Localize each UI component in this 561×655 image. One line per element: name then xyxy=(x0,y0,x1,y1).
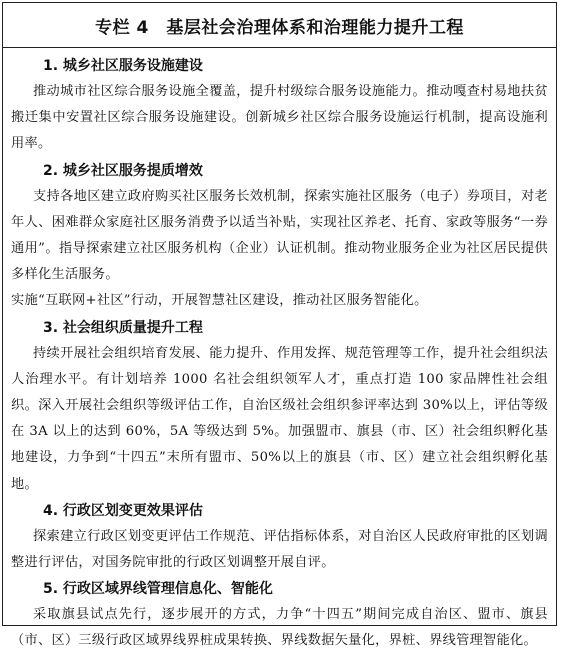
section-paragraph: 探索建立行政区划变更评估工作规范、评估指标体系，对自治区人民政府审批的区划调整进行评估，对国务院审批的行政区划调整开展自评。 xyxy=(11,528,548,571)
column-title: 专栏 4 基层社会治理体系和治理能力提升工程 xyxy=(3,3,556,48)
column-box xyxy=(2,2,557,649)
section-social-organizations xyxy=(11,315,548,498)
section-boundary-management xyxy=(11,576,548,654)
section-paragraph: 持续开展社会组织培育发展、能力提升、作用发挥、规范管理等工作，提升社会组织法人治理水平。有计划培养 1000 名社会组织领军人才，重点打造 100 家品牌性社会组织。深入开展社会组织等级评估工作，自治区级社会组织参评率达到 30%以上，评估等级在 3A 以上的达到 60%，5A 等级达到 5%。加强盟市、旗县（市、区）社会组织孵化基地建设，力争到“十四五”末所有盟市、50%以上的旗县（市、区）建立社会组织孵化基地。 xyxy=(11,345,548,492)
section-community-facilities xyxy=(11,53,548,158)
section-heading: 2. 城乡社区服务提质增效 xyxy=(43,162,203,179)
section-heading: 1. 城乡社区服务设施建设 xyxy=(43,58,203,74)
section-heading: 5. 行政区域界线管理信息化、智能化 xyxy=(43,581,273,598)
section-division-evaluation xyxy=(11,498,548,576)
section-paragraph: 实施“互联网+社区”行动，开展智慧社区建设，推动社区服务智能化。 xyxy=(11,293,428,309)
section-community-services xyxy=(11,158,548,315)
section-heading: 3. 社会组织质量提升工程 xyxy=(43,319,203,336)
section-paragraph: 采取旗县试点先行，逐步展开的方式，力争“十四五”期间完成自治区、盟市、旗县（市、区）三级行政区域界线界桩成果转换、界线数据矢量化，界桩、界线管理智能化。 xyxy=(11,607,548,649)
section-paragraph: 支持各地区建立政府购买社区服务长效机制，探索实施社区服务（电子）券项目，对老年人、困难群众家庭社区服务消费予以适当补贴，实现社区养老、托育、家政等服务“一券通用”。指导探索建立社区服务机构（企业）认证机制。推动物业服务企业为社区居民提供多样化生活服务。 xyxy=(11,188,548,283)
section-heading: 4. 行政区划变更效果评估 xyxy=(43,502,203,519)
column-content xyxy=(3,48,556,655)
section-paragraph: 推动城市社区综合服务设施全覆盖，提升村级综合服务设施能力。推动嘎查村易地扶贫搬迁集中安置社区综合服务设施建设。创新城乡社区综合服务设施运行机制，提高设施利用率。 xyxy=(11,84,548,152)
